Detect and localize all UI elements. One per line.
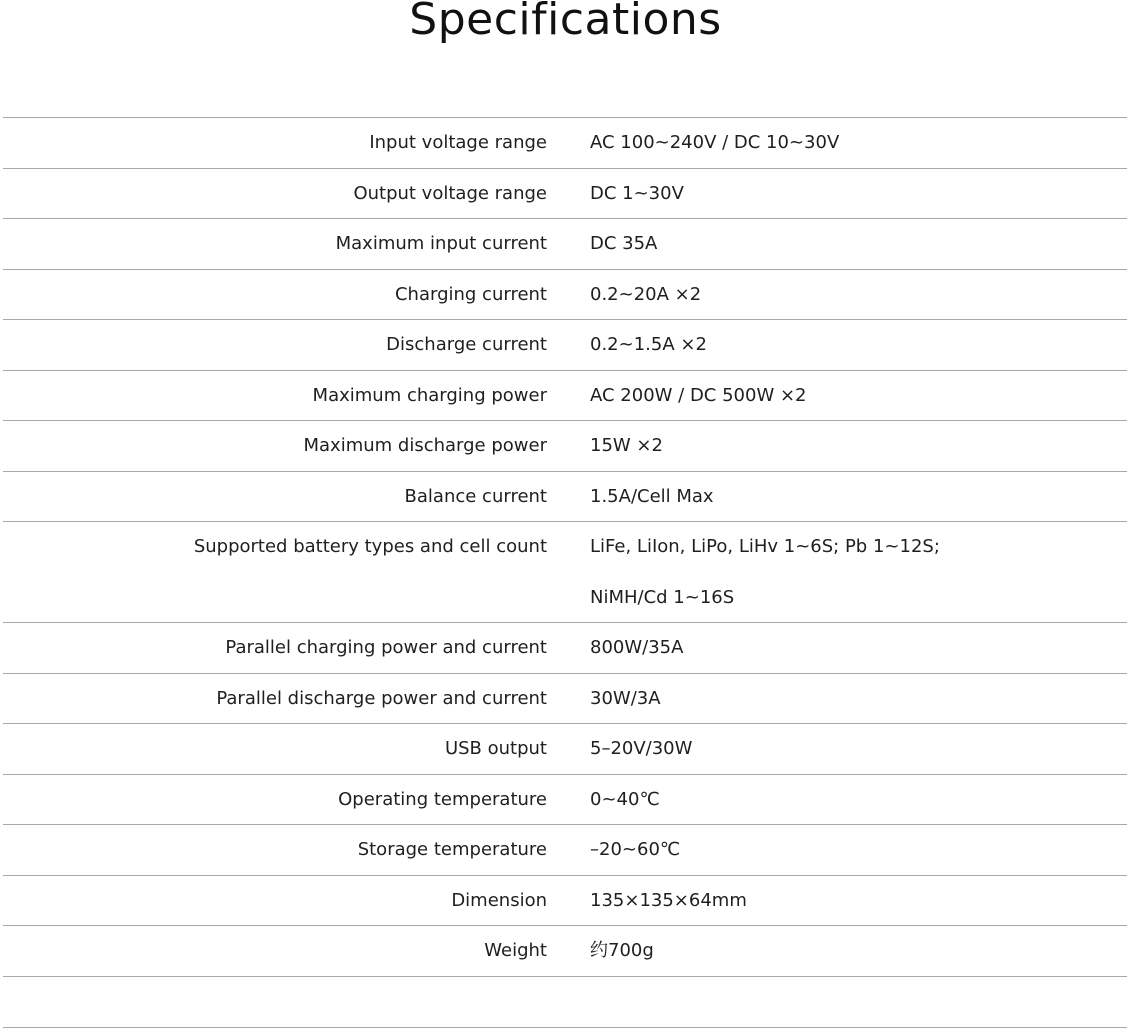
page-title: Specifications: [409, 0, 722, 45]
spec-row: [3, 926, 1127, 977]
spec-value-line: DC 1~30V: [590, 182, 684, 204]
spec-value-line: AC 100~240V / DC 10~30V: [590, 132, 840, 153]
spec-label: Input voltage range: [369, 132, 547, 153]
spec-value-line: 0.2~1.5A ×2: [590, 334, 707, 355]
spec-label: Parallel charging power and current: [225, 637, 547, 658]
spec-value-line: –20~60℃: [590, 839, 681, 860]
bottom-divider: [3, 1027, 1127, 1028]
spec-value: [590, 421, 663, 471]
spec-value-line: 15W ×2: [590, 435, 663, 456]
spec-value-line: 5–20V/30W: [590, 738, 693, 759]
spec-label: Maximum input current: [335, 233, 547, 254]
spec-value: [590, 118, 839, 168]
spec-value: [590, 270, 701, 320]
spec-value-line: LiFe, LiIon, LiPo, LiHv 1~6S; Pb 1~12S;: [590, 536, 940, 557]
spec-row: [3, 674, 1127, 725]
spec-value: [590, 522, 940, 622]
spec-value: [590, 724, 692, 774]
spec-row: [3, 118, 1127, 169]
spec-label: Discharge current: [386, 334, 547, 355]
spec-label: Maximum charging power: [312, 384, 547, 406]
spec-value-line: DC 35A: [590, 233, 658, 254]
spec-value: [590, 876, 747, 926]
spec-row: [3, 522, 1127, 623]
spec-row: [3, 724, 1127, 775]
spec-row: [3, 623, 1127, 674]
spec-value-line: 0.2~20A ×2: [590, 283, 702, 305]
spec-value: [590, 371, 807, 421]
spec-value: [590, 219, 657, 269]
spec-label: Storage temperature: [357, 839, 547, 860]
spec-value-line: 0~40℃: [590, 788, 660, 810]
spec-value-line: AC 200W / DC 500W ×2: [590, 384, 807, 406]
spec-label: Weight: [484, 940, 547, 961]
spec-row: [3, 472, 1127, 523]
spec-table: [3, 117, 1127, 977]
spec-value-line: 约700g: [590, 940, 654, 961]
spec-row: [3, 775, 1127, 826]
spec-label: Dimension: [451, 889, 547, 911]
spec-label: Maximum discharge power: [303, 435, 547, 456]
spec-value-line: 135×135×64mm: [590, 889, 747, 911]
spec-value-line: 800W/35A: [590, 637, 684, 658]
spec-value: [590, 926, 654, 976]
spec-label: Balance current: [404, 485, 547, 507]
spec-value: [590, 320, 707, 370]
spec-value: [590, 775, 660, 825]
spec-value: [590, 169, 684, 219]
spec-label: USB output: [444, 738, 547, 759]
spec-row: [3, 371, 1127, 422]
spec-value-line: NiMH/Cd 1~16S: [590, 586, 735, 608]
spec-value-line: 1.5A/Cell Max: [590, 485, 714, 507]
spec-row: [3, 270, 1127, 321]
spec-row: [3, 219, 1127, 270]
spec-row: [3, 876, 1127, 927]
spec-label: Output voltage range: [353, 182, 547, 204]
spec-value: [590, 472, 714, 522]
spec-value: [590, 623, 683, 673]
spec-value: [590, 674, 661, 724]
spec-row: [3, 169, 1127, 220]
spec-label: Parallel discharge power and current: [216, 687, 547, 709]
spec-value: [590, 825, 680, 875]
spec-label: Supported battery types and cell count: [193, 536, 547, 557]
spec-value-line: 30W/3A: [590, 687, 661, 709]
spec-label: Charging current: [394, 283, 547, 305]
spec-row: [3, 320, 1127, 371]
spec-row: [3, 421, 1127, 472]
spec-label: Operating temperature: [338, 788, 547, 810]
spec-row: [3, 825, 1127, 876]
